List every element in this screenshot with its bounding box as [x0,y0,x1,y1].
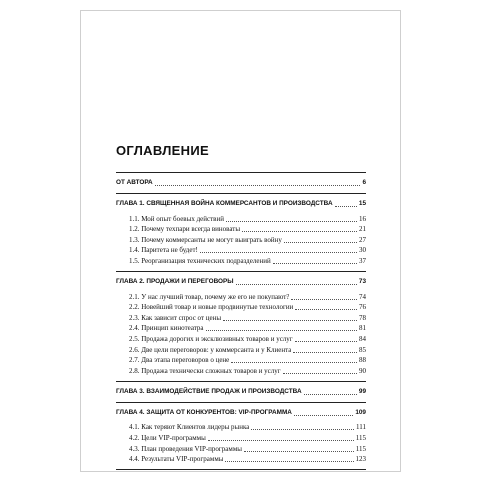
section-divider [116,172,366,173]
toc-item [116,443,366,454]
toc-item-label: 1.1. Мой опыт боевых действий [129,214,224,223]
toc-item [116,355,366,366]
leader-dots [236,284,357,285]
toc-item [116,344,366,355]
toc-item-page-number: 84 [359,334,366,343]
toc-item [116,255,366,266]
leader-dots [155,185,361,186]
toc-item-label: 4.3. План проведения VIP-программы [129,444,242,453]
toc-item-label: 2.4. Принцип кинотеатра [129,324,204,333]
section-divider [116,381,366,382]
toc-chapter [116,408,366,418]
toc-chapter [116,277,366,287]
table-of-contents [116,143,366,475]
toc-item-label: 2.6. Две цели переговоров: у коммерсанта и у Клиента [129,345,292,354]
toc-item-label: 1.3. Почему коммерсанты не могут выиграть войну [129,235,282,244]
toc-item [116,224,366,235]
toc-item [116,302,366,313]
leader-dots [295,341,357,342]
section-divider [116,271,366,272]
leader-dots [304,394,357,395]
toc-item [116,213,366,224]
toc-item-page-number: 88 [359,356,366,365]
toc-item-page-number: 16 [359,214,366,223]
toc-item-page-number: 123 [355,455,366,464]
toc-list [116,172,366,470]
toc-item-label: 4.4. Результаты VIP-программы [129,455,224,464]
toc-item-page-number: 81 [359,324,366,333]
leader-dots [273,263,357,264]
toc-item-page-number: 115 [355,444,366,453]
toc-item-page-number: 90 [359,366,366,375]
toc-item [116,323,366,334]
toc-item-page-number: 30 [359,246,366,255]
toc-item-page-number: 76 [359,303,366,312]
toc-item-label: 2.2. Новейший товар и новые продвинутые технологии [129,303,294,312]
toc-chapter-label: ОТ АВТОРА [116,179,153,186]
toc-item-page-number: 21 [359,225,366,234]
toc-item-label: 2.8. Продажа технически сложных товаров и услуг [129,366,281,375]
section-divider [116,469,366,470]
toc-chapter-page-number: 73 [358,277,366,285]
leader-dots [242,231,357,232]
toc-item-label: 4.2. Цели VIP-программы [129,433,206,442]
leader-dots [283,373,357,374]
leader-dots [294,415,353,416]
toc-item-label: 2.3. Как зависит спрос от цены [129,313,222,322]
toc-item-label: 2.5. Продажа дорогих и эксклюзивных товаров и услуг [129,334,293,343]
toc-item-page-number: 27 [359,235,366,244]
toc-chapter [116,199,366,209]
leader-dots [295,309,357,310]
toc-chapter-label: ГЛАВА 3. ВЗАИМОДЕЙСТВИЕ ПРОДАЖ И ПРОИЗВОДСТВА [116,387,302,395]
toc-item-label: 2.7. Два этапа переговоров о цене [129,356,230,365]
toc-chapter [116,178,366,188]
toc-item-page-number: 37 [359,256,366,265]
toc-item [116,365,366,376]
book-page [80,10,401,472]
leader-dots [200,252,357,253]
leader-dots [335,206,357,207]
toc-chapter-page-number: 15 [358,200,366,207]
toc-chapter-page-number: 109 [355,408,366,416]
leader-dots [244,451,354,452]
leader-dots [223,320,357,321]
toc-chapter-label: ГЛАВА 4. ЗАЩИТА ОТ КОНКУРЕНТОВ: VIP-ПРОГРАММА [116,408,292,416]
toc-item-page-number: 111 [356,423,366,432]
toc-item-label: 4.1. Как теряют Клиентов лидеры рынка [129,423,250,432]
toc-item-page-number: 78 [359,313,366,322]
leader-dots [293,352,357,353]
toc-item-page-number: 85 [359,345,366,354]
toc-item [116,312,366,323]
section-divider [116,193,366,194]
toc-chapter [116,387,366,397]
leader-dots [251,429,354,430]
leader-dots [206,330,357,331]
toc-item [116,245,366,256]
toc-item [116,422,366,433]
toc-item-label: 1.5. Реорганизация технических подразделений [129,256,271,265]
toc-chapter-page-number: 99 [358,387,366,395]
toc-item [116,454,366,465]
toc-item [116,432,366,443]
toc-chapter-label: ГЛАВА 2. ПРОДАЖИ И ПЕРЕГОВОРЫ [116,277,234,285]
section-divider [116,402,366,403]
toc-title: ОГЛАВЛЕНИЕ [116,143,209,158]
toc-item [116,333,366,344]
leader-dots [231,362,357,363]
toc-chapter-label: ГЛАВА 1. СВЯЩЕННАЯ ВОЙНА КОММЕРСАНТОВ И ПРОИЗВОДСТВА [116,200,333,207]
toc-item-page-number: 115 [355,433,366,442]
toc-item-label: 1.2. Почему техпари всегда виноваты [129,225,241,234]
toc-item [116,234,366,245]
leader-dots [291,299,357,300]
leader-dots [208,440,354,441]
leader-dots [226,221,357,222]
toc-item-label: 2.1. У нас лучший товар, почему же его не покупают? [129,292,290,301]
toc-item [116,291,366,302]
leader-dots [225,461,353,462]
toc-chapter-page-number: 6 [362,179,366,186]
toc-item-label: 1.4. Паритета не будет! [129,246,198,255]
leader-dots [284,242,357,243]
toc-item-page-number: 74 [359,292,366,301]
